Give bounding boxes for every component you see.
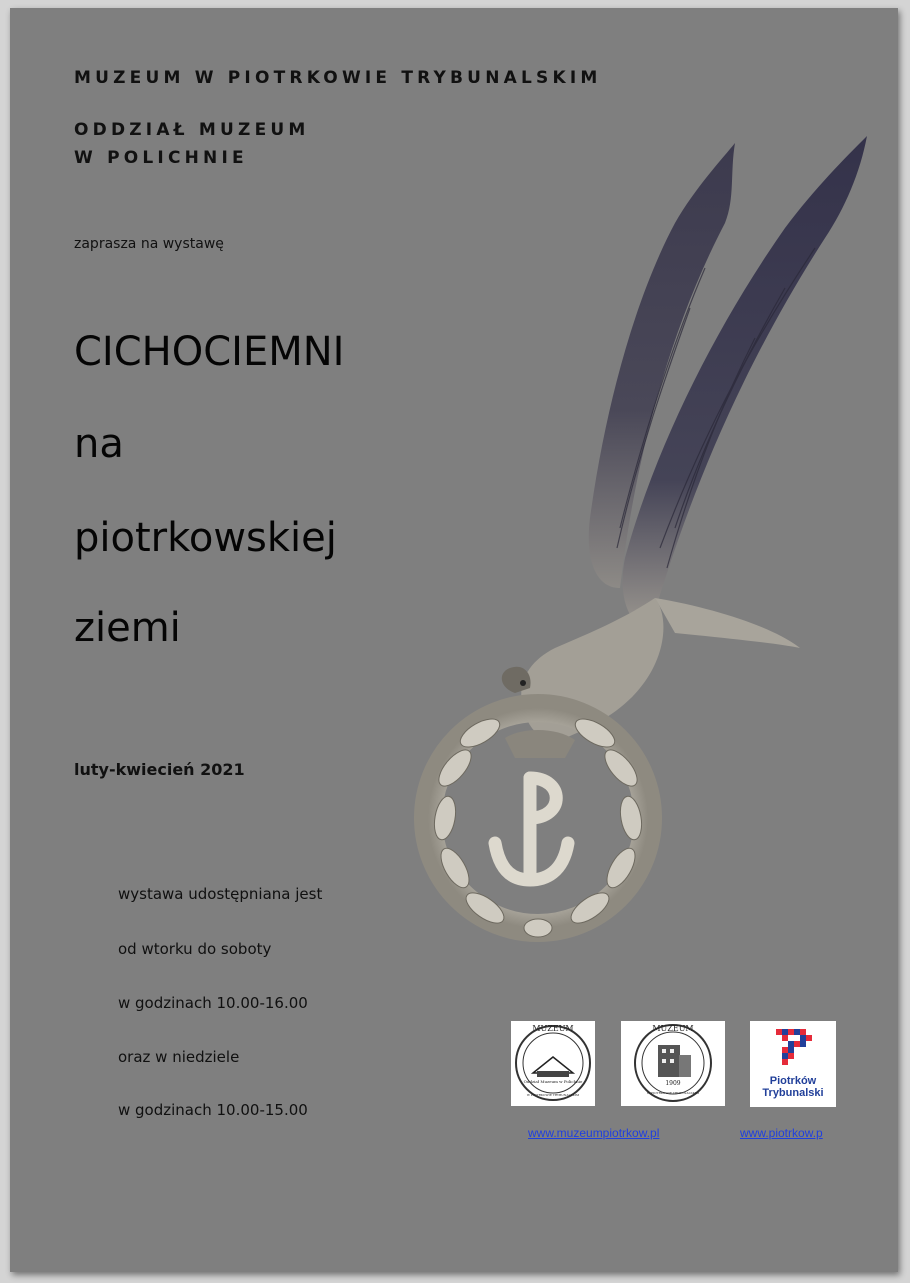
poster-page [10,8,898,1272]
hours-line-1: wystawa udostępniana jest [118,885,323,903]
title-line-1: CICHOCIEMNI [74,329,345,375]
title-line-3: piotrkowskiej [74,515,337,561]
parachute-eagle-badge-icon [405,128,875,948]
exhibition-dates: luty-kwiecień 2021 [74,760,245,779]
branch-line-1: ODDZIAŁ MUZEUM [74,120,310,140]
piotrkow-museum-logo [621,1021,725,1106]
piotrkow-city-logo [750,1021,836,1107]
logo2-top-text: MUZEUM [652,1024,694,1033]
branch-line-2: W POLICHNIE [74,148,248,168]
logo1-sub-text: Oddział Muzeum w Polichnie [523,1079,583,1084]
logo1-bottom-text: W PIOTRKOWIE TRYBUNALSKIM [526,1093,580,1097]
museum-website-link[interactable]: www.muzeumpiotrkow.pl [528,1126,660,1140]
city-name-line-2: Trybunalski [762,1087,824,1099]
hours-line-5: w godzinach 10.00-15.00 [118,1101,308,1119]
logo2-bottom-text: W PIOTRKOWIE TRYBUNALSKIM [646,1091,700,1095]
city-website-link[interactable]: www.piotrkow.p [740,1126,823,1140]
hours-line-3: w godzinach 10.00-16.00 [118,994,308,1012]
polichno-museum-logo [511,1021,595,1106]
institution-name: MUZEUM W PIOTRKOWIE TRYBUNALSKIM [74,68,602,88]
logo2-year-text: 1909 [665,1080,681,1087]
city-name-line-1: Piotrków [769,1075,817,1087]
hours-line-4: oraz w niedziele [118,1048,240,1066]
logo1-top-text: MUZEUM [532,1024,574,1033]
title-line-2: na [74,421,124,467]
invite-text: zaprasza na wystawę [74,236,224,252]
hours-line-2: od wtorku do soboty [118,940,272,958]
title-line-4: ziemi [74,605,181,651]
